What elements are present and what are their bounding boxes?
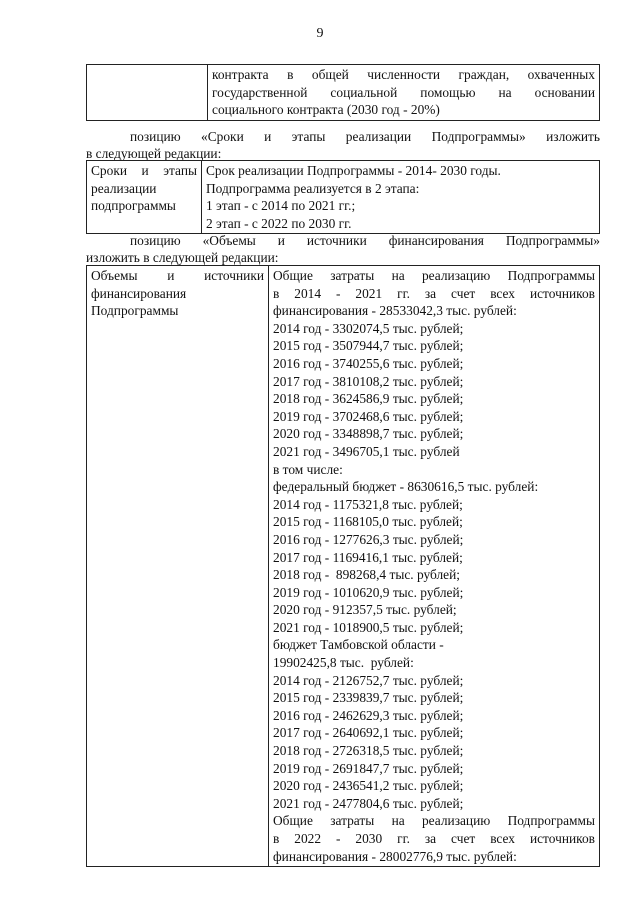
text-line: Подпрограмма реализуется в 2 этапа: [206,180,420,196]
paragraph-line: позицию «Объемы и источники финансирования Подпрограммы» [130,233,600,248]
financing-line: 2017 год - 2640692,1 тыс. рублей; [273,725,464,741]
financing-line: 2014 год - 2126752,7 тыс. рублей; [273,672,464,688]
financing-line: 2016 год - 1277626,3 тыс. рублей; [273,531,464,547]
financing-line: 2021 год - 2477804,6 тыс. рублей; [273,795,464,811]
financing-line: 2015 год - 3507944,7 тыс. рублей; [273,338,464,354]
description-cell [208,65,600,121]
text-line: в 2014 - 2021 гг. за счет всех источников [273,285,595,301]
financing-line: 2018 год - 3624586,9 тыс. рублей; [273,391,464,407]
table-row [87,65,600,121]
label-line: Объемы и источники [91,268,264,283]
text-line: контракта в общей численности граждан, охваченных [212,67,595,82]
text-line: Общие затраты на реализацию Подпрограммы [273,813,595,829]
table-row [87,161,600,234]
financing-line: в том числе: [273,461,343,477]
label-cell [87,161,202,234]
table-continuation [86,64,600,121]
paragraph-financing [86,232,600,266]
paragraph-line: изложить в следующей редакции: [86,250,279,265]
text-line: социального контракта (2030 год - 20%) [212,102,440,118]
financing-line: 2021 год - 3496705,1 тыс. рублей [273,443,460,459]
financing-line: 2020 год - 3348898,7 тыс. рублей; [273,426,464,442]
financing-line: 2014 год - 3302074,5 тыс. рублей; [273,320,464,336]
text-line: Общие затраты на реализацию Подпрограммы [273,268,595,283]
page-number: 9 [316,26,324,41]
financing-lines [273,302,595,812]
financing-line: 2015 год - 2339839,7 тыс. рублей; [273,690,464,706]
text-line: 1 этап - с 2014 по 2021 гг.; [206,198,356,214]
financing-line: 2014 год - 1175321,8 тыс. рублей; [273,496,463,512]
text-line: 2 этап - с 2022 по 2030 гг. [206,215,352,231]
text-line: государственной социальной помощью на основании [212,84,595,100]
text-line: финансирования - 28002776,9 тыс. рублей: [273,848,517,864]
table-financing [86,265,600,867]
label-line: реализации [91,180,157,196]
label-line: финансирования [91,285,187,301]
financing-line: 2016 год - 2462629,3 тыс. рублей; [273,707,464,723]
paragraph-line: в следующей редакции: [86,146,222,161]
financing-line: 2019 год - 3702468,6 тыс. рублей; [273,408,464,424]
financing-line: 2016 год - 3740255,6 тыс. рублей; [273,355,464,371]
label-line: Подпрограммы [91,303,179,319]
financing-line: 19902425,8 тыс. рублей: [273,655,414,671]
financing-line: федеральный бюджет - 8630616,5 тыс. рублей: [273,479,539,495]
financing-line: 2020 год - 912357,5 тыс. рублей; [273,602,457,618]
financing-line: 2017 год - 3810108,2 тыс. рублей; [273,373,464,389]
table-terms [86,160,600,234]
financing-line: 2015 год - 1168105,0 тыс. рублей; [273,514,463,530]
financing-line: 2019 год - 1010620,9 тыс. рублей; [273,584,464,600]
label-cell-empty [87,65,208,121]
paragraph-terms [86,128,600,162]
financing-line: 2018 год - 2726318,5 тыс. рублей; [273,743,464,759]
value-cell [269,266,600,867]
text-line: Срок реализации Подпрограммы - 2014- 2030 годы. [206,163,501,178]
financing-line: бюджет Тамбовской области - [273,637,444,653]
paragraph-line: позицию «Сроки и этапы реализации Подпрограммы» изложить [130,129,600,144]
label-line: Сроки и этапы [91,163,197,178]
label-line: подпрограммы [91,198,176,214]
text-line: в 2022 - 2030 гг. за счет всех источников [273,831,595,846]
label-cell [87,266,269,867]
financing-line: 2020 год - 2436541,2 тыс. рублей; [273,778,464,794]
financing-line: 2019 год - 2691847,7 тыс. рублей; [273,760,464,776]
financing-line: 2021 год - 1018900,5 тыс. рублей; [273,619,464,635]
financing-line: 2018 год - 898268,4 тыс. рублей; [273,567,460,583]
financing-line: финансирования - 28533042,3 тыс. рублей: [273,303,517,319]
financing-line: 2017 год - 1169416,1 тыс. рублей; [273,549,463,565]
value-cell [202,161,600,234]
table-row [87,266,600,867]
